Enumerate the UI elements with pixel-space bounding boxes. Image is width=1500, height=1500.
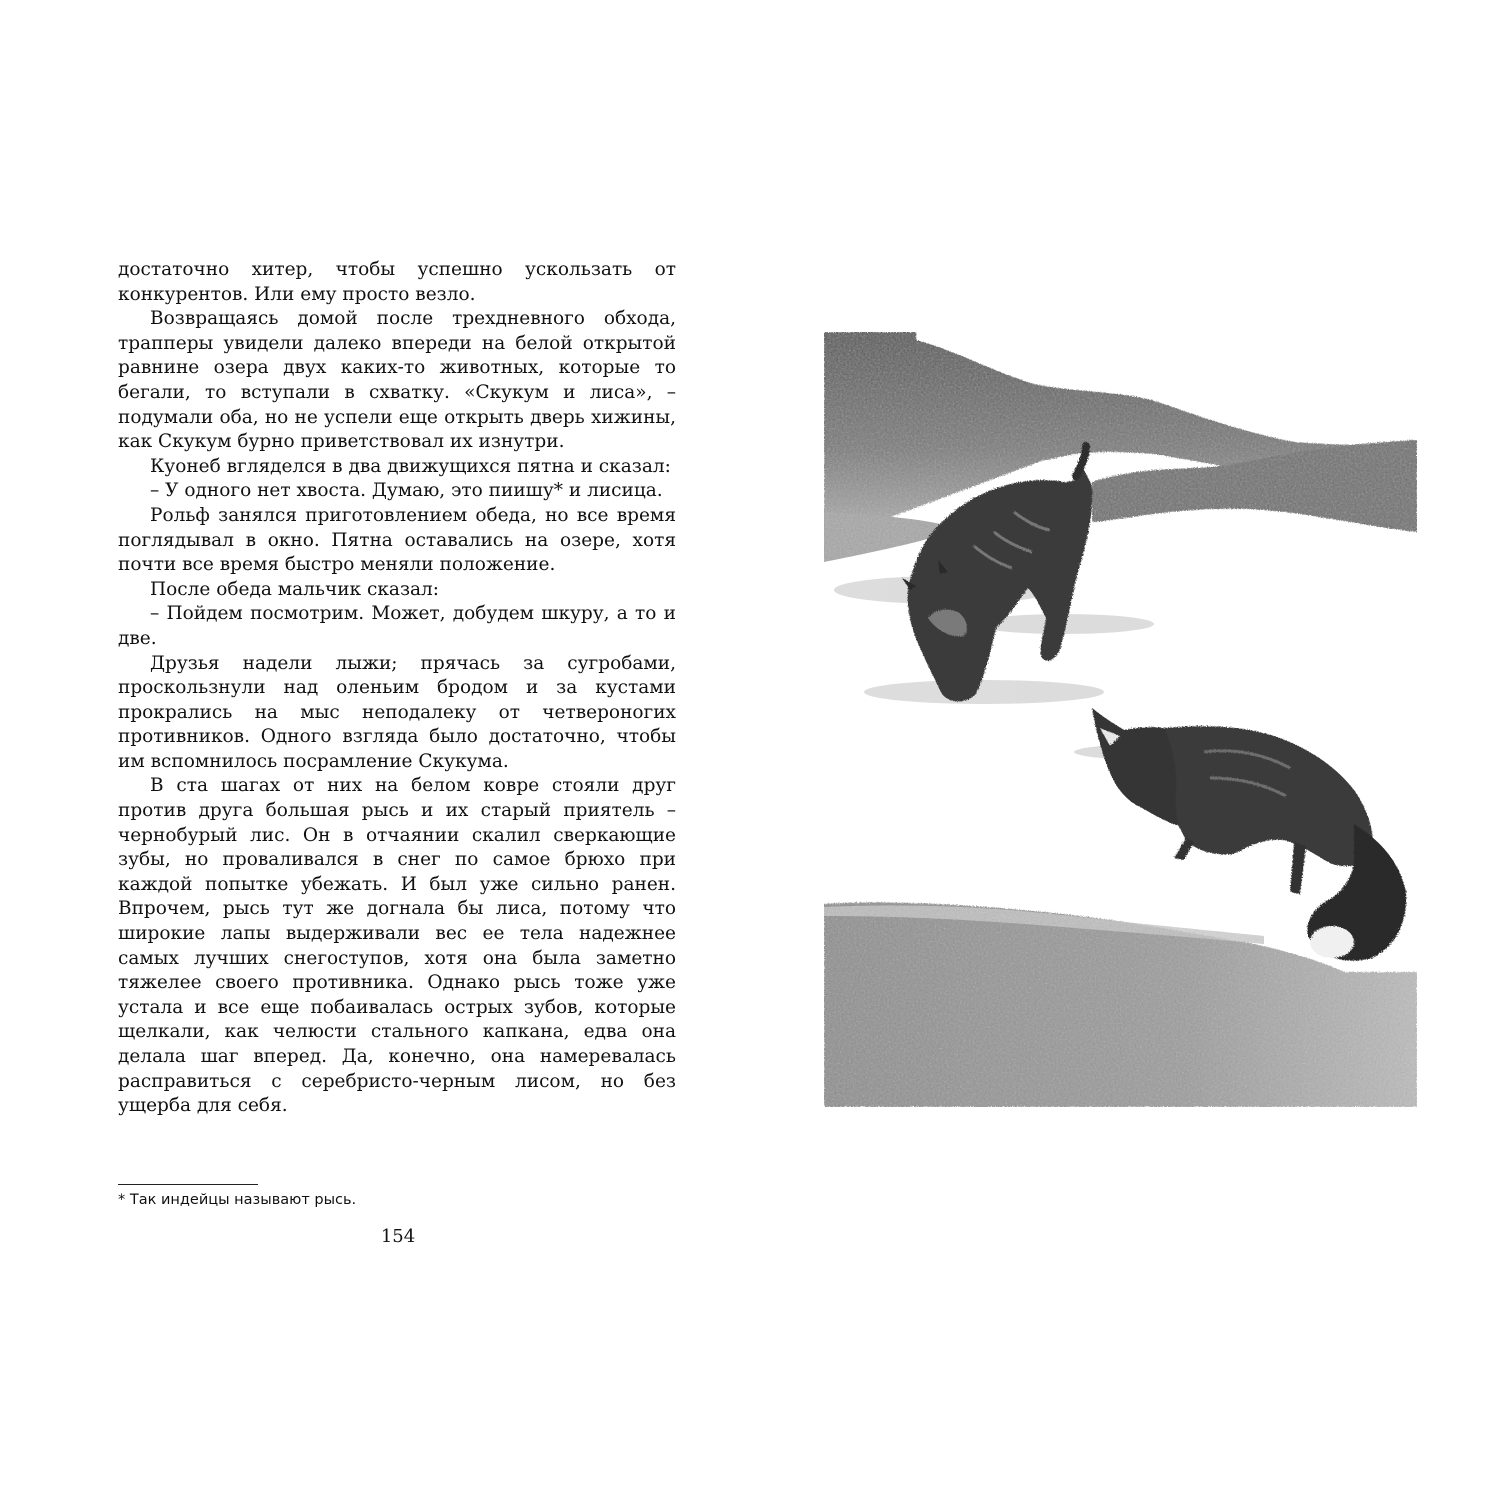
illustration-lynx-and-fox xyxy=(824,332,1417,1107)
paragraph: Рольф занялся приготовлением обеда, но все время поглядывал в окно. Пятна оставались на озере, хотя почти все время быстро меняли положение. xyxy=(118,504,676,576)
paragraph: – Пойдем посмотрим. Может, добудем шкуру, а то и две. xyxy=(118,603,676,649)
paragraph: После обеда мальчик сказал: xyxy=(150,578,440,600)
fox-figure xyxy=(1092,708,1406,961)
paragraph: Куонеб вгляделся в два движущихся пятна и сказал: xyxy=(150,455,671,477)
footnote-rule xyxy=(118,1184,258,1185)
paragraph: Друзья надели лыжи; прячась за сугробами, проскользнули над оленьим бродом и за кустами прокрались на мыс неподалеку от четвероногих противников. Одного взгляда было достаточно, чтобы им вспомнилось посрамление Скукума. xyxy=(118,652,676,772)
paragraph: – У одного нет хвоста. Думаю, это пиишу* и лисица. xyxy=(150,480,663,502)
background-hills xyxy=(824,332,1417,562)
page-number: 154 xyxy=(380,1226,416,1247)
body-text xyxy=(118,258,676,1119)
paragraph: В ста шагах от них на белом ковре стояли друг против друга большая рысь и их старый приятель – чернобурый лис. Он в отчаянии скалил сверкающие зубы, но проваливался в снег по самое брюхо при каждой попытке убежать. И был уже сильно ранен. Впрочем, рысь тут же догнала бы лиса, потому что широкие лапы выдерживали вес ее тела надежнее самых лучших снегоступов, хотя она была заметно тяжелее своего противника. Однако рысь тоже уже устала и все еще побаивалась острых зубов, которые щелкали, как челюсти стального капкана, едва она делала шаг вперед. Да, конечно, она намеревалась расправиться с серебристо-черным лисом, но без ущерба для себя. xyxy=(118,775,676,1117)
paragraph: Возвращаясь домой после трехдневного обхода, трапперы увидели далеко впереди на белой открытой равнине озера двух каких-то животных, которые то бегали, то вступали в схватку. «Скукум и лиса», – подумали оба, но не успели еще открыть дверь хижины, как Скукум бурно приветствовал их изнутри. xyxy=(118,308,676,453)
footnote: * Так индейцы называют рысь. xyxy=(118,1192,357,1208)
paragraph: достаточно хитер, чтобы успешно ускользать от конкурентов. Или ему просто везло. xyxy=(118,259,676,305)
